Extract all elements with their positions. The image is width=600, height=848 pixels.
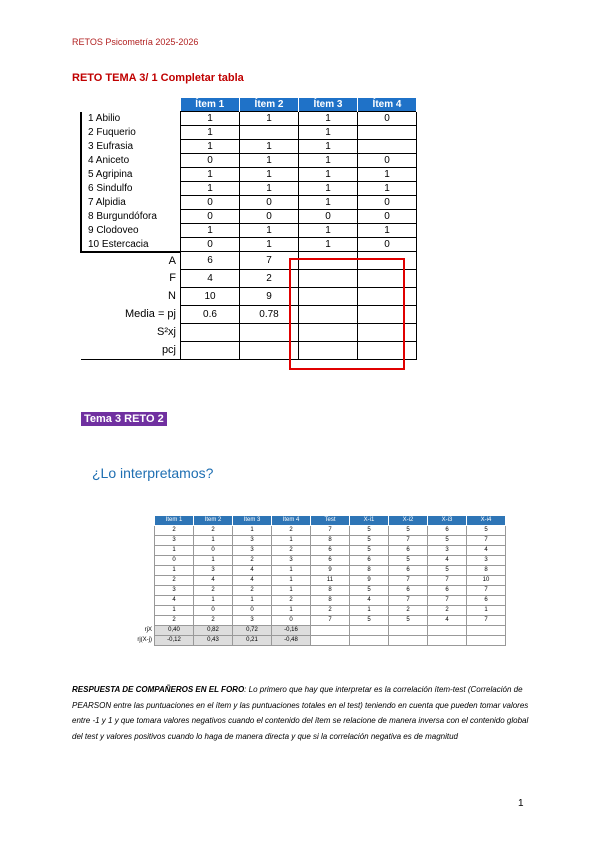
empty-cell <box>389 636 428 646</box>
cell: 1 <box>155 546 194 556</box>
cell: 1 <box>299 154 358 168</box>
cell: 7 <box>467 586 506 596</box>
cell: 1 <box>272 576 311 586</box>
cell: 7 <box>311 616 350 626</box>
cell: 2 <box>155 576 194 586</box>
cell: 1 <box>358 168 417 182</box>
cell: 3 <box>428 546 467 556</box>
table-row <box>81 238 417 252</box>
table-row <box>81 168 417 182</box>
stat-cell: 0,82 <box>194 626 233 636</box>
cell: 3 <box>155 536 194 546</box>
cell: 11 <box>311 576 350 586</box>
row-label <box>106 616 155 626</box>
table-row <box>106 536 506 546</box>
stat-cell <box>181 342 240 360</box>
column-header: Item 4 <box>272 516 311 526</box>
cell: 1 <box>181 126 240 140</box>
cell: 1 <box>467 606 506 616</box>
stat-label: rj(X-j) <box>137 637 152 643</box>
cell: 5 <box>389 616 428 626</box>
cell: 0 <box>299 210 358 224</box>
cell: 8 <box>350 566 389 576</box>
empty-cell <box>467 636 506 646</box>
empty-cell <box>428 626 467 636</box>
stat-cell: 0,72 <box>233 626 272 636</box>
cell: 1 <box>233 596 272 606</box>
cell: 0 <box>181 210 240 224</box>
cell: 6 <box>350 556 389 566</box>
row-name: 8 Burgundófora <box>81 210 181 224</box>
cell: 2 <box>311 606 350 616</box>
table-row <box>106 566 506 576</box>
stat-cell: 10 <box>181 288 240 306</box>
empty-cell <box>389 626 428 636</box>
column-header: Ítem 4 <box>358 98 417 112</box>
cell: 5 <box>428 566 467 576</box>
stat-cell: 7 <box>240 252 299 270</box>
empty-cells-highlight <box>289 258 405 370</box>
row-label <box>106 606 155 616</box>
cell: 0 <box>358 210 417 224</box>
row-name: 6 Sindulfo <box>81 182 181 196</box>
cell: 5 <box>389 526 428 536</box>
reto1-title: RETO TEMA 3/ 1 Completar tabla <box>72 72 244 84</box>
column-header: Ítem 1 <box>181 98 240 112</box>
table-row <box>81 112 417 126</box>
stat-cell: -0,12 <box>155 636 194 646</box>
cell: 7 <box>467 536 506 546</box>
forum-answer-text: : Lo primero que hay que interpretar es la correlación ítem-test (Correlación de PEARSON entre las puntuaciones en el ítem y las puntuaciones totales en el test) teniendo en cuenta que pueden tomar valores entre -1 y 1 y que tomara valores negativos cuando el contenido del ítem se relacione de manera inversa con el contenido global del test y valores positivos cuando lo haga de manera directa y que si la correlación negativa es de magnitud <box>72 685 529 741</box>
cell: 2 <box>233 586 272 596</box>
cell: 1 <box>233 526 272 536</box>
cell: 1 <box>240 154 299 168</box>
cell: 1 <box>240 140 299 154</box>
table-row <box>81 224 417 238</box>
cell: 2 <box>194 616 233 626</box>
corner-cell <box>81 98 181 112</box>
cell: 1 <box>350 606 389 616</box>
stat-label: A <box>168 254 176 267</box>
table-row <box>81 210 417 224</box>
cell: 1 <box>299 196 358 210</box>
cell: 5 <box>350 616 389 626</box>
cell: 1 <box>181 140 240 154</box>
cell <box>358 140 417 154</box>
cell: 1 <box>194 536 233 546</box>
cell: 1 <box>181 168 240 182</box>
cell: 1 <box>299 140 358 154</box>
reto2-table <box>106 515 506 646</box>
cell: 1 <box>358 182 417 196</box>
page-header: RETOS Psicometría 2025-2026 <box>72 37 199 47</box>
reto2-subtitle: ¿Lo interpretamos? <box>92 465 214 481</box>
column-header: Ítem 3 <box>299 98 358 112</box>
cell: 1 <box>272 606 311 616</box>
cell: 9 <box>311 566 350 576</box>
stat-cell: 6 <box>181 252 240 270</box>
cell: 1 <box>240 168 299 182</box>
cell: 5 <box>350 586 389 596</box>
cell: 6 <box>428 526 467 536</box>
cell: 0 <box>358 112 417 126</box>
cell: 2 <box>389 606 428 616</box>
column-header: Item 1 <box>155 516 194 526</box>
row-name: 5 Agripina <box>81 168 181 182</box>
cell: 7 <box>389 596 428 606</box>
table-row <box>81 154 417 168</box>
stat-label: rjX <box>144 627 152 633</box>
cell: 2 <box>194 586 233 596</box>
cell: 2 <box>233 556 272 566</box>
cell: 3 <box>194 566 233 576</box>
cell: 1 <box>299 112 358 126</box>
cell: 0 <box>181 238 240 252</box>
cell: 2 <box>155 526 194 536</box>
cell: 3 <box>467 556 506 566</box>
stat-row <box>106 636 506 646</box>
column-header: Ítem 2 <box>240 98 299 112</box>
cell: 7 <box>428 576 467 586</box>
cell: 3 <box>272 556 311 566</box>
row-name: 4 Aniceto <box>81 154 181 168</box>
cell: 0 <box>194 606 233 616</box>
stat-row <box>106 626 506 636</box>
cell: 4 <box>350 596 389 606</box>
cell: 1 <box>272 586 311 596</box>
cell: 3 <box>233 536 272 546</box>
cell: 7 <box>389 576 428 586</box>
cell: 1 <box>181 112 240 126</box>
cell <box>358 126 417 140</box>
cell: 5 <box>389 556 428 566</box>
row-label <box>106 576 155 586</box>
empty-cell <box>350 636 389 646</box>
cell: 0 <box>272 616 311 626</box>
cell: 6 <box>389 566 428 576</box>
table-row <box>81 126 417 140</box>
column-header: Test <box>311 516 350 526</box>
stat-cell: 0.6 <box>181 306 240 324</box>
cell: 5 <box>467 526 506 536</box>
cell: 4 <box>155 596 194 606</box>
cell: 6 <box>311 546 350 556</box>
table-row <box>106 606 506 616</box>
cell: 3 <box>233 616 272 626</box>
corner-cell <box>106 516 155 526</box>
stat-cell: 0,43 <box>194 636 233 646</box>
cell: 0 <box>240 196 299 210</box>
cell: 1 <box>272 536 311 546</box>
empty-cell <box>467 626 506 636</box>
table-row <box>81 196 417 210</box>
cell: 7 <box>428 596 467 606</box>
stat-cell <box>181 324 240 342</box>
cell: 1 <box>194 596 233 606</box>
cell: 0 <box>194 546 233 556</box>
cell: 0 <box>358 238 417 252</box>
cell: 8 <box>311 596 350 606</box>
cell: 1 <box>181 224 240 238</box>
table-row <box>106 546 506 556</box>
stat-cell: 0,21 <box>233 636 272 646</box>
row-name: 3 Eufrasia <box>81 140 181 154</box>
cell: 2 <box>194 526 233 536</box>
cell: 4 <box>194 576 233 586</box>
cell: 4 <box>428 556 467 566</box>
cell: 1 <box>299 126 358 140</box>
row-label <box>106 566 155 576</box>
cell: 6 <box>389 546 428 556</box>
cell: 10 <box>467 576 506 586</box>
forum-answer-lead: RESPUESTA DE COMPAÑEROS EN EL FORO <box>72 685 245 694</box>
stat-label: F <box>169 272 176 284</box>
empty-cell <box>311 626 350 636</box>
stat-cell: 0,40 <box>155 626 194 636</box>
table-row <box>81 140 417 154</box>
stat-cell: 2 <box>240 270 299 288</box>
table-row <box>106 526 506 536</box>
reto2-badge: Tema 3 RETO 2 <box>81 412 167 426</box>
table-row <box>81 182 417 196</box>
stat-cell: 9 <box>240 288 299 306</box>
cell: 1 <box>299 238 358 252</box>
table-row <box>106 556 506 566</box>
cell: 9 <box>350 576 389 586</box>
table-row <box>106 616 506 626</box>
cell: 0 <box>181 154 240 168</box>
stat-cell: 4 <box>181 270 240 288</box>
cell: 0 <box>358 154 417 168</box>
cell: 1 <box>299 224 358 238</box>
table-row <box>106 576 506 586</box>
row-label <box>106 526 155 536</box>
stat-cell: -0,16 <box>272 626 311 636</box>
cell: 6 <box>467 596 506 606</box>
stat-label: Media = pj <box>124 308 176 320</box>
cell: 6 <box>311 556 350 566</box>
stat-cell: -0,48 <box>272 636 311 646</box>
empty-cell <box>311 636 350 646</box>
cell: 2 <box>155 616 194 626</box>
cell: 1 <box>272 566 311 576</box>
row-label <box>106 586 155 596</box>
cell: 7 <box>311 526 350 536</box>
row-name: 2 Fuquerio <box>81 126 181 140</box>
cell: 0 <box>233 606 272 616</box>
cell: 5 <box>428 536 467 546</box>
cell: 8 <box>311 536 350 546</box>
cell: 0 <box>155 556 194 566</box>
cell: 1 <box>240 182 299 196</box>
cell: 6 <box>389 586 428 596</box>
cell: 3 <box>155 586 194 596</box>
stat-label: N <box>168 290 176 302</box>
cell: 5 <box>350 536 389 546</box>
column-header: X-i2 <box>389 516 428 526</box>
cell: 2 <box>428 606 467 616</box>
cell: 0 <box>240 210 299 224</box>
stat-cell: 0.78 <box>240 306 299 324</box>
cell: 1 <box>181 182 240 196</box>
cell: 8 <box>467 566 506 576</box>
table-row <box>106 586 506 596</box>
cell: 4 <box>233 576 272 586</box>
cell: 2 <box>272 526 311 536</box>
cell: 0 <box>181 196 240 210</box>
column-header: Item 2 <box>194 516 233 526</box>
page-number: 1 <box>518 798 524 809</box>
cell: 6 <box>428 586 467 596</box>
cell: 1 <box>240 224 299 238</box>
row-label <box>106 546 155 556</box>
row-label <box>106 536 155 546</box>
cell: 7 <box>389 536 428 546</box>
cell: 1 <box>299 168 358 182</box>
row-name: 9 Clodoveo <box>81 224 181 238</box>
cell: 7 <box>467 616 506 626</box>
row-name: 10 Estercacia <box>81 238 181 252</box>
cell: 1 <box>155 606 194 616</box>
cell: 4 <box>233 566 272 576</box>
row-label <box>106 596 155 606</box>
cell: 5 <box>350 526 389 536</box>
cell: 1 <box>155 566 194 576</box>
table-row <box>106 596 506 606</box>
cell <box>240 126 299 140</box>
cell: 2 <box>272 596 311 606</box>
stat-label: pcj <box>81 342 181 360</box>
cell: 5 <box>350 546 389 556</box>
row-name: 7 Alpidia <box>81 196 181 210</box>
forum-answer <box>72 682 530 744</box>
cell: 4 <box>428 616 467 626</box>
empty-cell <box>350 626 389 636</box>
stat-label: S²xj <box>157 326 176 338</box>
cell: 3 <box>233 546 272 556</box>
column-header: X-i1 <box>350 516 389 526</box>
cell: 1 <box>240 112 299 126</box>
column-header: X-i4 <box>467 516 506 526</box>
column-header: Item 3 <box>233 516 272 526</box>
column-header: X-i3 <box>428 516 467 526</box>
cell: 1 <box>194 556 233 566</box>
row-label <box>106 556 155 566</box>
cell: 4 <box>467 546 506 556</box>
cell: 0 <box>358 196 417 210</box>
cell: 2 <box>272 546 311 556</box>
cell: 1 <box>240 238 299 252</box>
cell: 1 <box>299 182 358 196</box>
empty-cell <box>428 636 467 646</box>
cell: 1 <box>358 224 417 238</box>
cell: 8 <box>311 586 350 596</box>
row-name: 1 Abilio <box>81 112 181 126</box>
